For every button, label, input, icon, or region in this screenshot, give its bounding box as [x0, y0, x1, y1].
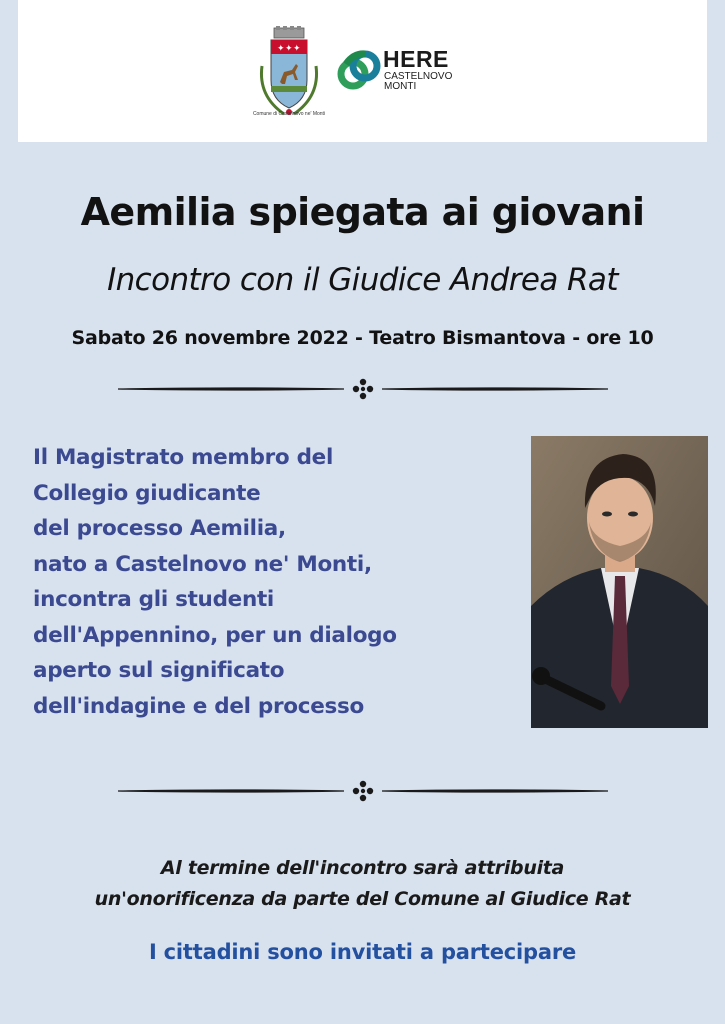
fleur-ornament-icon [353, 781, 373, 801]
description-line: dell'Appennino, per un dialogo [33, 622, 397, 648]
here-logo-subtitle [384, 72, 452, 92]
description-line: dell'indagine e del processo [33, 693, 364, 719]
crest-caption: Comune di Castelnovo ne' Monti [252, 111, 326, 117]
event-description [33, 440, 493, 724]
description-line: incontra gli studenti [33, 587, 274, 612]
citizen-invitation: I cittadini sono invitati a partecipare [148, 940, 577, 964]
event-subtitle: Incontro con il Giudice Andrea Rat [107, 262, 618, 298]
description-line: nato a Castelnovo ne' Monti, [33, 551, 372, 577]
here-logo-icon [334, 47, 384, 97]
honor-line-1: Al termine dell'incontro sarà attribuita [160, 857, 565, 879]
here-logo-word: HERE [383, 46, 449, 72]
honor-line-2: un'onorificenza da parte del Comune al Giudice Rat [94, 888, 631, 910]
description-line: aperto sul significato [33, 658, 285, 683]
svg-text:✦: ✦ [285, 44, 293, 54]
judge-portrait-photo [531, 436, 708, 728]
here-logo-sub-line1: CASTELNOVO [384, 71, 453, 82]
honor-announcement [0, 853, 725, 915]
here-logo-sub-line2: MONTI [384, 81, 417, 92]
svg-text:✦: ✦ [277, 44, 285, 54]
svg-text:✦: ✦ [293, 44, 301, 54]
ornamental-divider-bottom [118, 779, 608, 803]
ornamental-divider-top [118, 377, 608, 401]
municipal-crest-icon [254, 26, 324, 122]
description-line: del processo Aemilia, [33, 516, 286, 541]
event-date-venue: Sabato 26 novembre 2022 - Teatro Bismantova - ore 10 [71, 327, 654, 349]
event-title: Aemilia spiegata ai giovani [80, 190, 645, 234]
fleur-ornament-icon [353, 379, 373, 399]
description-line: Collegio giudicante [33, 480, 261, 506]
description-line: Il Magistrato membro del [33, 445, 334, 470]
